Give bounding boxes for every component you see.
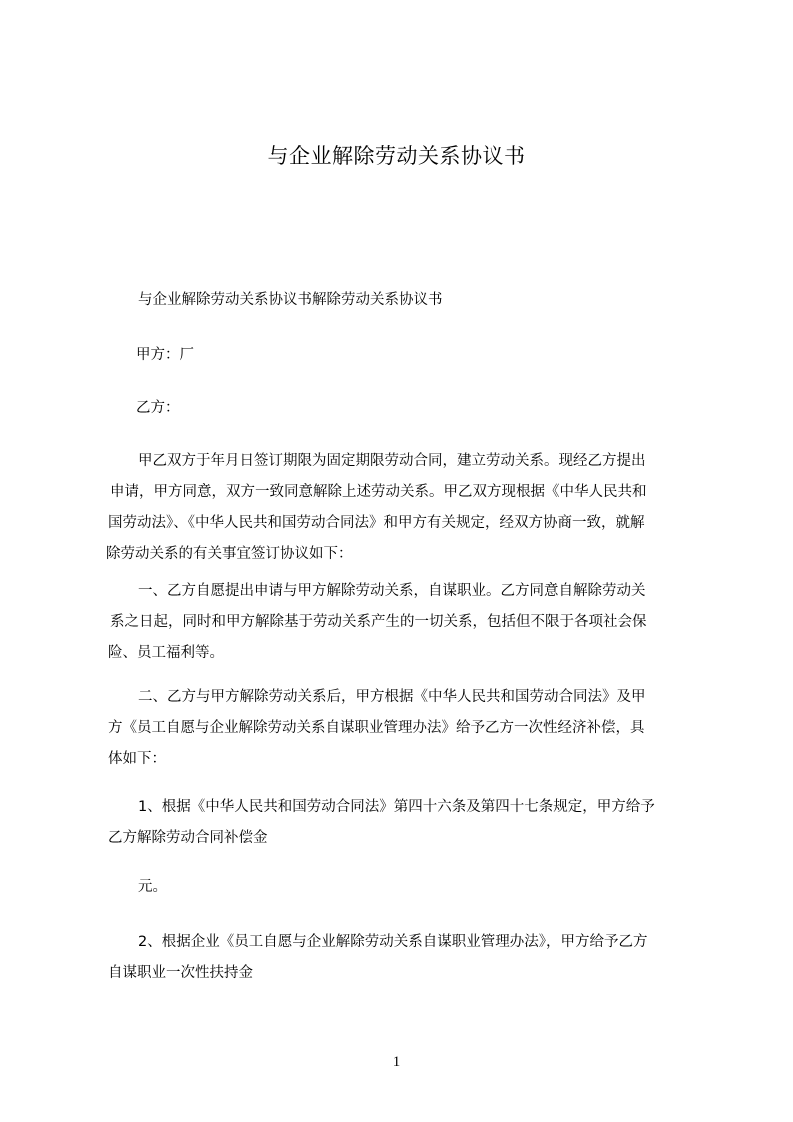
intro-paragraph (108, 446, 708, 570)
subtitle-line: 与企业解除劳动关系协议书解除劳动关系协议书 (138, 292, 443, 308)
paragraph-line: 甲乙双方于年月日签订期限为固定期限劳动合同，建立劳动关系。现经乙方提出 (138, 453, 646, 469)
paragraph-line: 国劳动法》、《中华人民共和国劳动合同法》和甲方有关规定，经双方协商一致，就解 (108, 515, 645, 531)
item-1-tail-paragraph (108, 872, 708, 903)
paragraph-line: 1、根据《中华人民共和国劳动合同法》第四十六条及第四十七条规定，甲方给予 (138, 799, 655, 815)
clause-2-paragraph (108, 682, 708, 775)
paragraph-line: 自谋职业一次性扶持金 (108, 965, 253, 981)
item-2-paragraph (108, 927, 708, 989)
paragraph-line: 除劳动关系的有关事宜签订协议如下： (106, 546, 353, 562)
paragraph-line: 二、乙方与甲方解除劳动关系后，甲方根据《中华人民共和国劳动合同法》及甲 (138, 689, 646, 705)
clause-1-paragraph (108, 576, 708, 669)
page-number: 1 (392, 1054, 401, 1070)
paragraph-line: 元。 (138, 879, 167, 895)
paragraph-line: 乙方解除劳动合同补偿金 (108, 830, 268, 846)
party-b-paragraph (108, 393, 708, 424)
paragraph-line: 方《员工自愿与企业解除劳动关系自谋职业管理办法》给予乙方一次性经济补偿，具 (108, 720, 645, 736)
document-title: 与企业解除劳动关系协议书 (267, 144, 526, 168)
paragraph-line: 2、根据企业《员工自愿与企业解除劳动关系自谋职业管理办法》，甲方给予乙方 (138, 934, 648, 950)
party-a-paragraph (108, 340, 708, 371)
paragraph-line: 申请，甲方同意，双方一致同意解除上述劳动关系。甲乙双方现根据《中华人民共和 (110, 484, 647, 500)
item-1-paragraph (108, 792, 708, 854)
paragraph-line: 系之日起，同时和甲方解除基于劳动关系产生的一切关系，包括但不限于各项社会保 (110, 614, 647, 630)
paragraph-line: 险、员工福利等。 (108, 645, 224, 661)
party-a-line: 甲方：厂 (136, 347, 194, 363)
paragraph-line: 体如下： (108, 751, 166, 767)
party-b-line: 乙方： (136, 400, 180, 416)
subtitle-paragraph (108, 285, 708, 316)
paragraph-line: 一、乙方自愿提出申请与甲方解除劳动关系，自谋职业。乙方同意自解除劳动关 (138, 583, 646, 599)
